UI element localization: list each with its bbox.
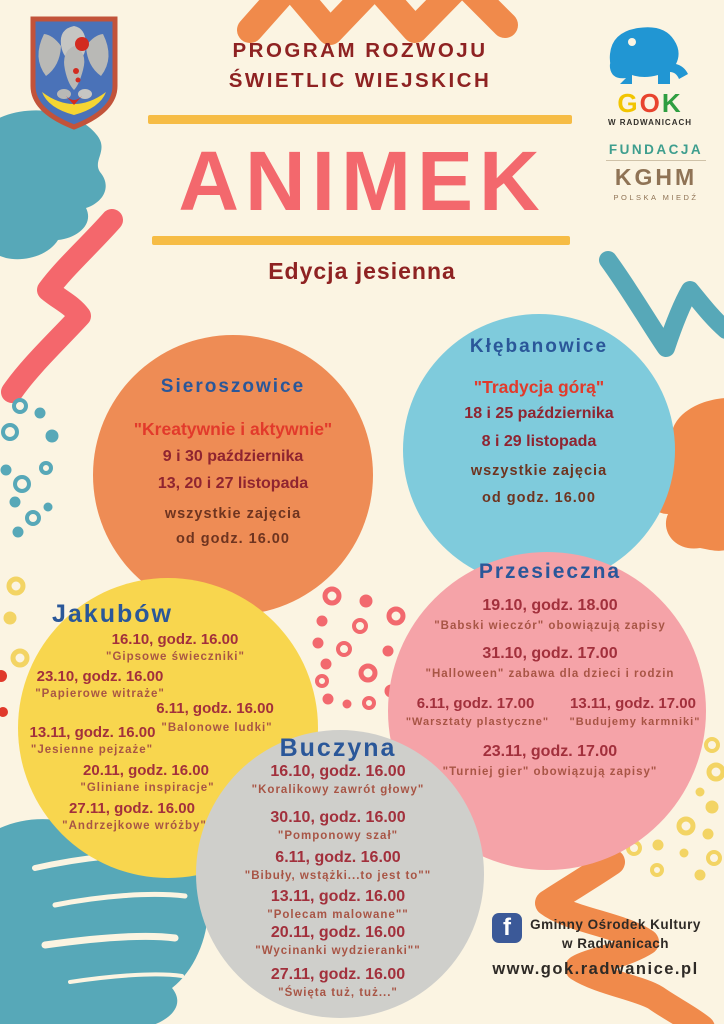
event-date: 27.11, godz. 16.00 [69, 800, 195, 817]
event-title: "Budujemy karmniki" [569, 716, 701, 728]
event-date: 13.11, godz. 16.00 [29, 724, 156, 741]
event-date: 30.10, godz. 16.00 [270, 809, 406, 826]
village-name-jakubow: Jakubów [52, 600, 173, 628]
dates-sieroszowice-1: 9 i 30 października [162, 448, 304, 465]
event-date: 23.10, godz. 16.00 [36, 668, 164, 685]
event-date: 6.11, godz. 16.00 [275, 849, 401, 866]
event-date: 20.11, godz. 16.00 [270, 924, 406, 941]
event-title: "Balonowe ludki" [161, 722, 273, 734]
note-klebanowice-1: wszystkie zajęcia [470, 463, 608, 479]
note-sieroszowice-1: wszystkie zajęcia [164, 506, 302, 522]
kghm-divider [606, 160, 706, 161]
motto-klebanowice: "Tradycja górą" [473, 377, 605, 397]
event-title: "Pomponowy szał" [277, 830, 399, 842]
village-name-przesieczna: Przesieczna [478, 560, 622, 583]
facebook-icon: f [492, 913, 522, 943]
village-name-sieroszowice: Sieroszowice [160, 376, 306, 397]
village-name-buczyna: Buczyna [279, 734, 397, 762]
event-title: "Gliniane inspiracje" [80, 782, 215, 794]
dots-left-yellow [4, 579, 27, 665]
event-title: "Turniej gier" obowiązują zapisy" [442, 766, 658, 778]
motto-sieroszowice: "Kreatywnie i aktywnie" [133, 419, 333, 439]
gok-subtitle: W RADWANICACH [607, 118, 693, 127]
title-line-2: ŚWIETLIC WIEJSKICH [228, 69, 492, 92]
event-title: "Wycinanki wydzieranki"" [255, 945, 421, 957]
dots-left-red [0, 670, 8, 717]
divider-bar-top [148, 115, 572, 124]
event-title: "Babski wieczór" obowiązują zapisy [434, 620, 666, 632]
event-date: 16.10, godz. 16.00 [111, 631, 239, 648]
gok-letter-g: G [617, 88, 640, 118]
event-title: "Polecam malowane"" [267, 909, 409, 921]
event-title: "Andrzejkowe wróżby" [62, 820, 207, 832]
kghm-wordmark: KGHM [614, 164, 698, 190]
village-name-klebanowice: Kłębanowice [469, 336, 609, 357]
organization-name [528, 915, 703, 953]
event-date: 6.11, godz. 16.00 [156, 700, 274, 717]
title-line-1: PROGRAM ROZWOJU [232, 39, 488, 62]
event-date: 13.11, godz. 17.00 [570, 695, 696, 712]
note-klebanowice-2: od godz. 16.00 [482, 490, 596, 506]
organization-line-1: Gminny Ośrodek Kultury [530, 917, 701, 932]
dates-sieroszowice-2: 13, 20 i 27 listopada [157, 475, 309, 492]
divider-bar-bottom [152, 236, 570, 245]
organization-line-2: w Radwanicach [561, 936, 670, 951]
program-name: ANIMEK [178, 134, 546, 228]
website-url: www.gok.radwanice.pl [492, 960, 699, 978]
kghm-fundacja-label: FUNDACJA [608, 142, 704, 157]
event-title: "Papierowe witraże" [35, 688, 165, 700]
event-title: "Bibuły, wstążki...to jest to"" [244, 870, 432, 882]
note-sieroszowice-2: od godz. 16.00 [176, 531, 290, 547]
event-title: "Koralikowy zawrót głowy" [251, 784, 425, 796]
event-title: "Halloween" zabawa dla dzieci i rodzin [425, 668, 675, 680]
edition-subtitle: Edycja jesienna [268, 258, 456, 284]
elephant-icon [596, 16, 704, 86]
event-date: 31.10, godz. 17.00 [482, 645, 618, 662]
event-date: 13.11, godz. 16.00 [270, 888, 406, 905]
page-title [150, 36, 570, 96]
event-date: 23.11, godz. 17.00 [482, 743, 618, 760]
dates-klebanowice-2: 8 i 29 listopada [481, 433, 597, 450]
event-title: "Jesienne pejzaże" [30, 744, 154, 756]
event-date: 27.11, godz. 16.00 [270, 966, 406, 983]
event-date: 6.11, godz. 17.00 [416, 695, 535, 712]
event-title: "Warsztaty plastyczne" [405, 716, 550, 728]
event-date: 19.10, godz. 18.00 [482, 597, 618, 614]
gok-letter-k: K [661, 88, 683, 118]
gok-letter-o: O [639, 88, 662, 118]
event-date: 20.11, godz. 16.00 [83, 762, 209, 779]
event-title: "Święta tuż, tuż..." [278, 987, 398, 999]
gok-logo [594, 16, 706, 127]
event-title: "Gipsowe świeczniki" [106, 651, 245, 663]
kghm-foundation-logo [600, 142, 712, 202]
kghm-polska-miedz-label: POLSKA MIEDŹ [613, 193, 699, 202]
event-date: 16.10, godz. 16.00 [270, 763, 406, 780]
dots-left-teal [1, 400, 58, 537]
dates-klebanowice-1: 18 i 25 października [464, 405, 614, 422]
brush-stroke-top-orange [250, 0, 505, 32]
coat-of-arms [30, 16, 118, 130]
gok-wordmark [594, 88, 706, 118]
